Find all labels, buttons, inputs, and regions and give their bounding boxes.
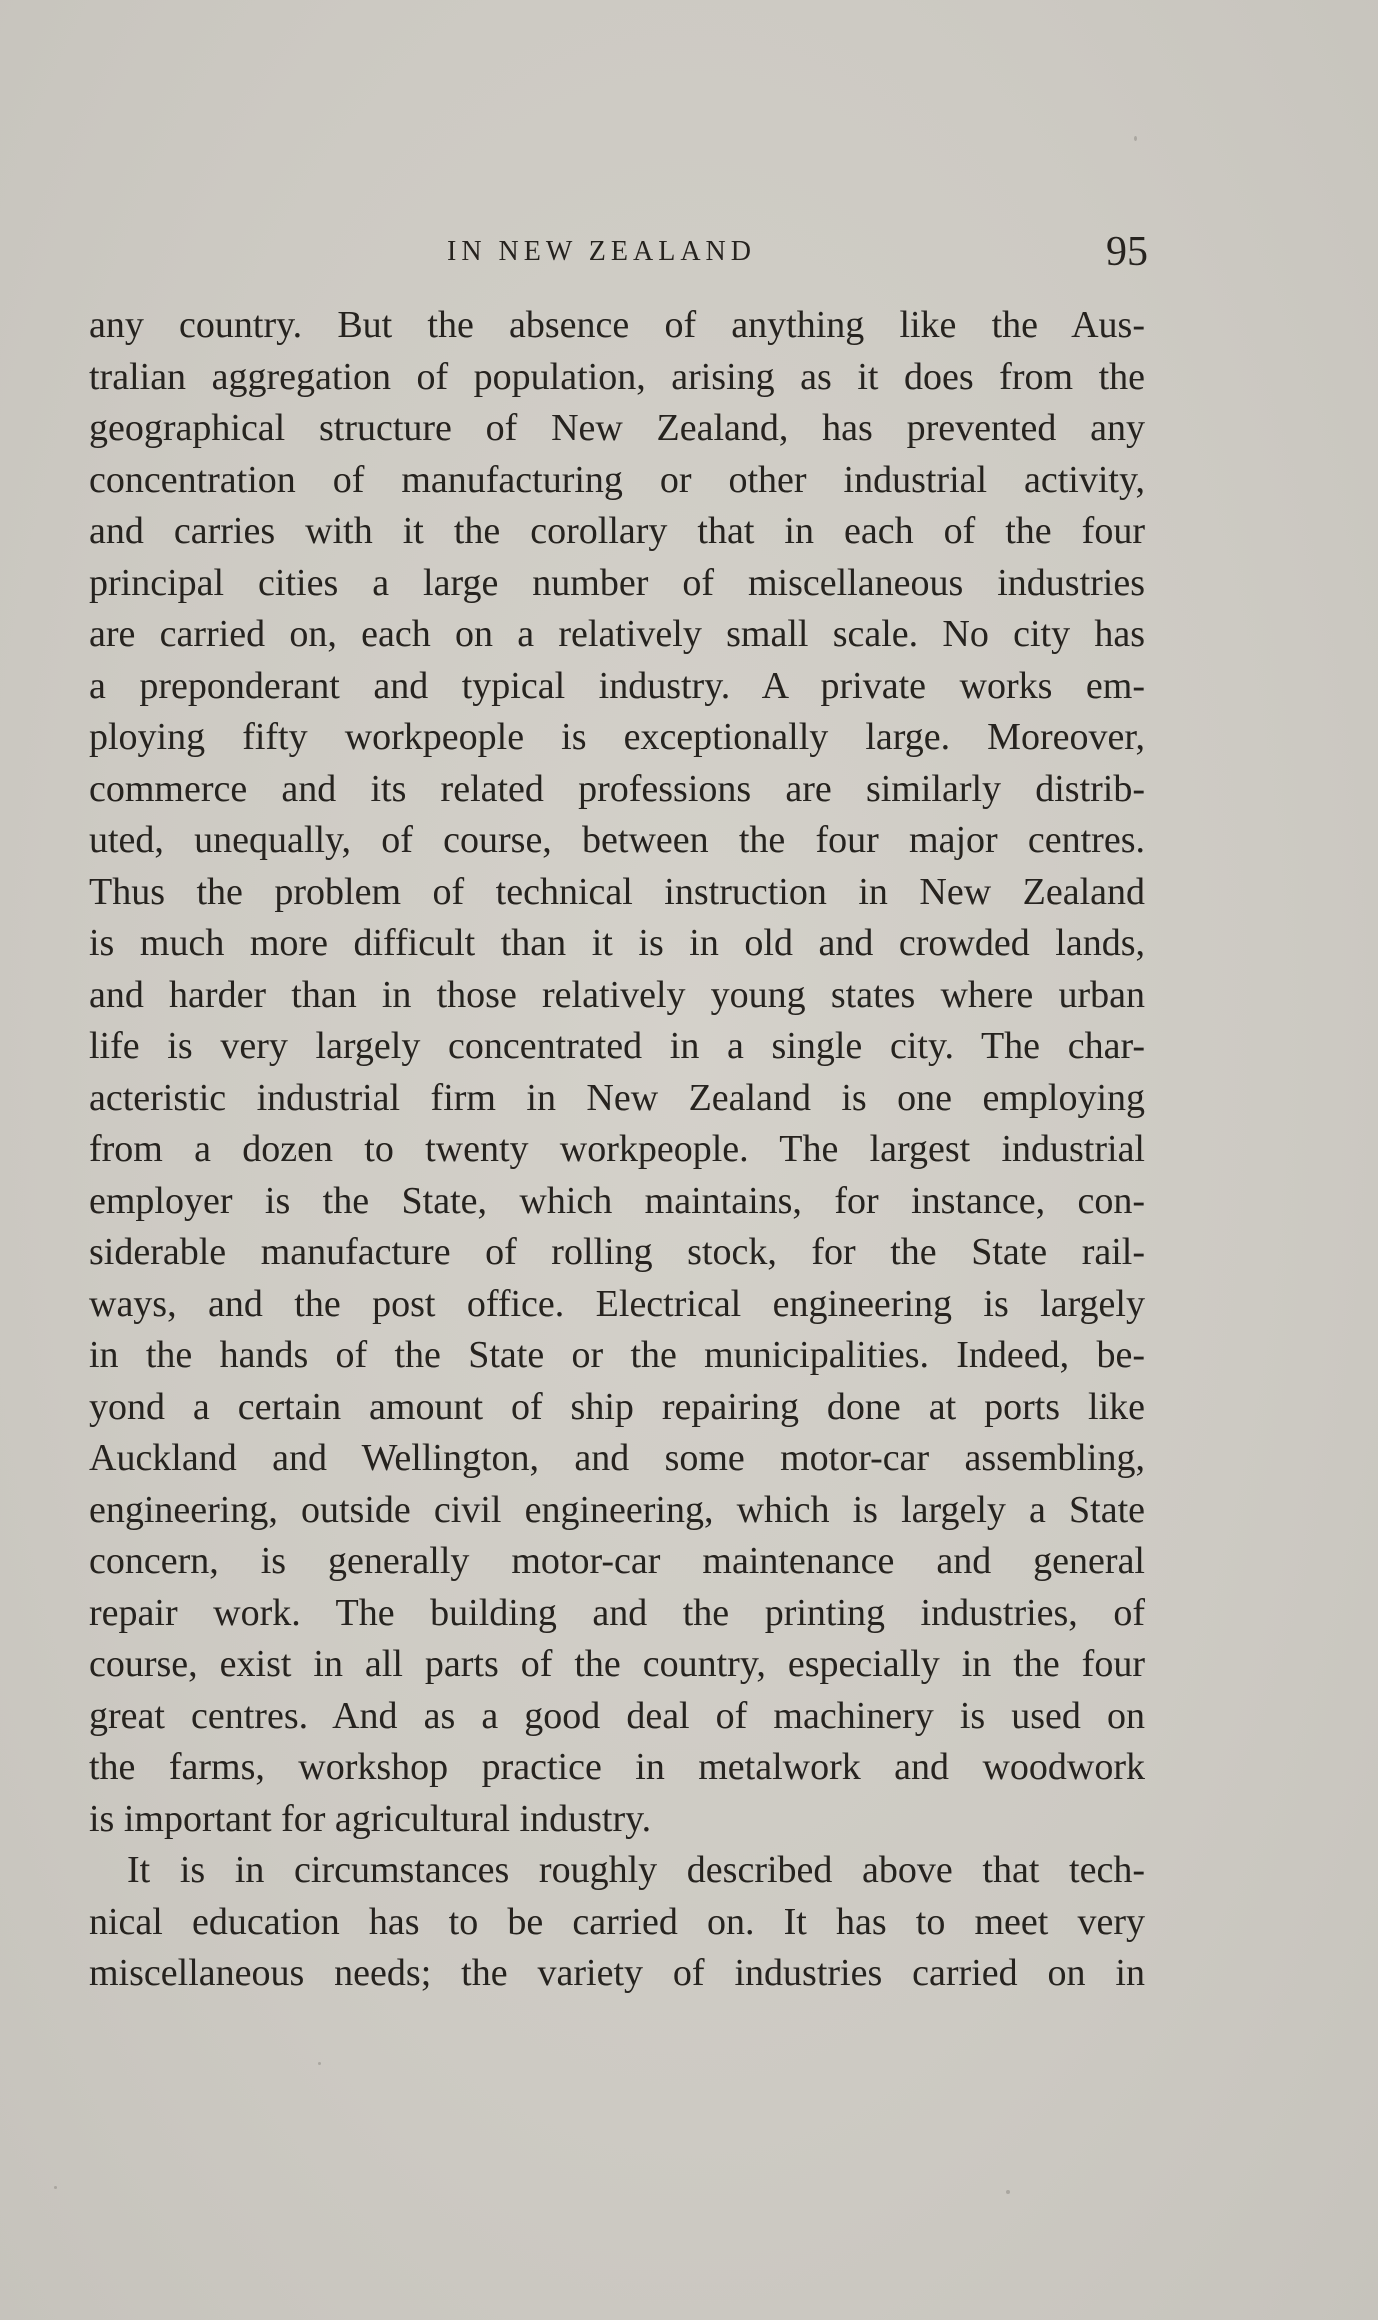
text-line: a preponderant and typical industry. A private works em- xyxy=(89,664,1145,707)
text-line: any country. But the absence of anything like the Aus- xyxy=(89,304,1145,346)
text-line: commerce and its related professions are similarly distrib- xyxy=(89,767,1145,810)
text-line: miscellaneous needs; the variety of industries carried on in xyxy=(89,1952,1145,1994)
paragraph-1 xyxy=(89,300,1145,1845)
text-line: It is in circumstances roughly described above that tech- xyxy=(127,1849,1145,1891)
paper-speck xyxy=(318,2062,321,2065)
text-line: siderable manufacture of rolling stock, for the State rail- xyxy=(89,1231,1145,1273)
page-number: 95 xyxy=(1106,229,1148,275)
text-line: in the hands of the State or the municipalities. Indeed, be- xyxy=(89,1334,1145,1376)
paper-speck xyxy=(1006,2190,1010,2194)
paper-speck xyxy=(54,2186,57,2189)
text-line: and carries with it the corollary that in each of the four xyxy=(89,510,1145,552)
text-line: concern, is generally motor-car maintenance and general xyxy=(89,1540,1145,1582)
text-line: ploying fifty workpeople is exceptionally large. Moreover, xyxy=(89,716,1145,758)
text-line: repair work. The building and the printing industries, of xyxy=(89,1591,1145,1634)
text-line: ways, and the post office. Electrical engineering is largely xyxy=(89,1282,1145,1325)
text-line: great centres. And as a good deal of machinery is used on xyxy=(89,1694,1145,1737)
body-text xyxy=(89,300,1145,2000)
text-line: Thus the problem of technical instruction in New Zealand xyxy=(89,870,1145,913)
text-line: from a dozen to twenty workpeople. The largest industrial xyxy=(89,1128,1145,1170)
text-line: acteristic industrial firm in New Zealand is one employing xyxy=(89,1076,1145,1119)
text-line: yond a certain amount of ship repairing done at ports like xyxy=(89,1385,1145,1428)
text-line: employer is the State, which maintains, for instance, con- xyxy=(89,1179,1145,1222)
running-head xyxy=(0,229,1378,275)
paragraph-2 xyxy=(89,1845,1145,2000)
text-line: are carried on, each on a relatively small scale. No city has xyxy=(89,613,1145,655)
text-line: geographical structure of New Zealand, has prevented any xyxy=(89,407,1145,449)
text-line: Auckland and Wellington, and some motor-car assembling, xyxy=(89,1437,1145,1479)
text-line: is important for agricultural industry. xyxy=(89,1797,652,1840)
text-line: concentration of manufacturing or other industrial activity, xyxy=(89,458,1145,501)
text-line: course, exist in all parts of the country, especially in the four xyxy=(89,1643,1145,1685)
paper-speck xyxy=(1134,136,1137,141)
text-line: tralian aggregation of population, arising as it does from the xyxy=(89,355,1145,398)
text-line: engineering, outside civil engineering, which is largely a State xyxy=(89,1488,1145,1531)
text-line: uted, unequally, of course, between the four major centres. xyxy=(89,819,1145,861)
text-line: life is very largely concentrated in a single city. The char- xyxy=(89,1025,1145,1067)
text-line: is much more difficult than it is in old and crowded lands, xyxy=(89,922,1145,964)
text-line: nical education has to be carried on. It has to meet very xyxy=(89,1900,1145,1943)
text-line: principal cities a large number of miscellaneous industries xyxy=(89,561,1145,604)
text-line: and harder than in those relatively young states where urban xyxy=(89,973,1145,1016)
running-title: IN NEW ZEALAND xyxy=(447,236,756,267)
text-line: the farms, workshop practice in metalwork and woodwork xyxy=(89,1746,1145,1788)
